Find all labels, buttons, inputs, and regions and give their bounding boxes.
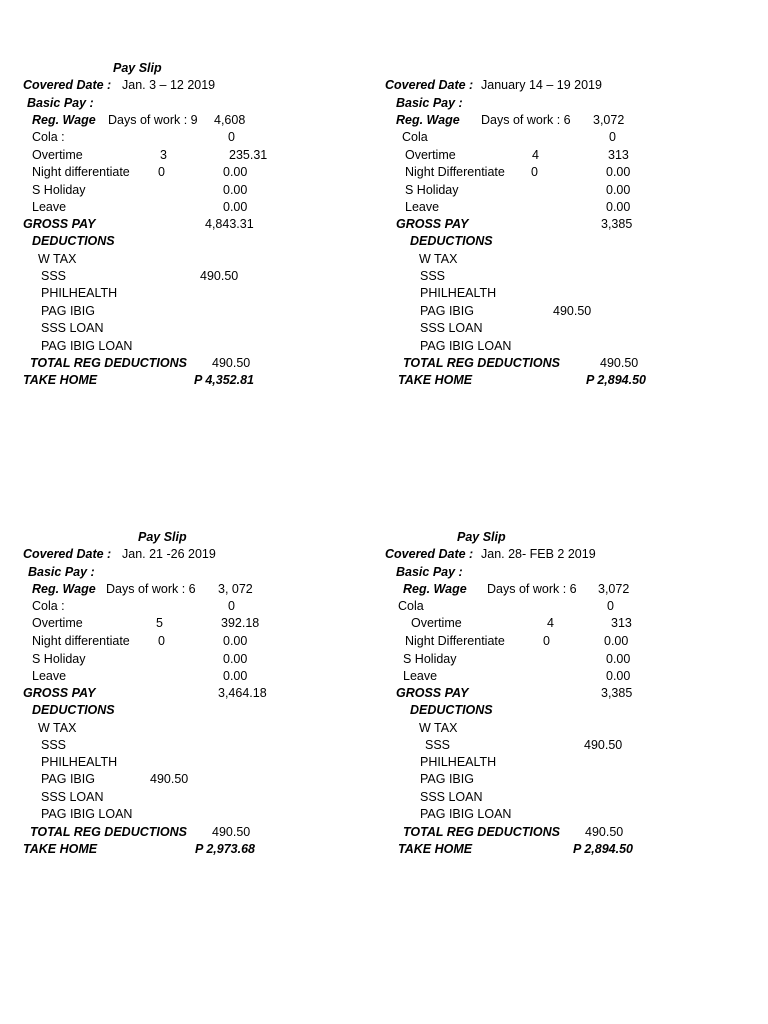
total-reg-deductions-value: 490.50 xyxy=(600,356,639,370)
covered-date-label: Covered Date : xyxy=(385,547,474,561)
reg-wage-value: 4,608 xyxy=(214,113,246,127)
overtime-label: Overtime xyxy=(405,148,456,162)
sss-label: SSS xyxy=(425,738,451,752)
covered-date-value: Jan. 28- FEB 2 2019 xyxy=(481,547,596,561)
s-holiday-label: S Holiday xyxy=(405,183,459,197)
philhealth-label: PHILHEALTH xyxy=(420,755,497,769)
night-diff-label: Night differentiate xyxy=(32,165,130,179)
sss-label: SSS xyxy=(41,269,67,283)
overtime-qty: 4 xyxy=(532,148,539,162)
night-diff-label: Night Differentiate xyxy=(405,634,505,648)
reg-wage-value: 3, 072 xyxy=(218,582,253,596)
gross-pay-value: 4,843.31 xyxy=(205,217,254,231)
reg-wage-label: Reg. Wage xyxy=(32,113,96,127)
overtime-qty: 4 xyxy=(547,616,554,630)
gross-pay-label: GROSS PAY xyxy=(23,217,96,231)
covered-date-value: Jan. 3 – 12 2019 xyxy=(122,78,216,92)
pag-ibig-loan-label: PAG IBIG LOAN xyxy=(420,339,512,353)
night-diff-value: 0.00 xyxy=(606,165,631,179)
w-tax-label: W TAX xyxy=(419,252,458,266)
slip-title: Pay Slip xyxy=(138,530,187,544)
s-holiday-value: 0.00 xyxy=(223,652,248,666)
overtime-value: 313 xyxy=(608,148,629,162)
deductions-label: DEDUCTIONS xyxy=(410,703,493,717)
total-reg-deductions-label: TOTAL REG DEDUCTIONS xyxy=(30,356,187,370)
philhealth-label: PHILHEALTH xyxy=(41,755,118,769)
pag-ibig-label: PAG IBIG xyxy=(41,772,95,786)
leave-label: Leave xyxy=(32,200,67,214)
sss-loan-label: SSS LOAN xyxy=(420,790,483,804)
leave-value: 0.00 xyxy=(223,669,248,683)
total-reg-deductions-value: 490.50 xyxy=(212,825,251,839)
w-tax-label: W TAX xyxy=(38,721,77,735)
total-reg-deductions-label: TOTAL REG DEDUCTIONS xyxy=(403,825,560,839)
night-diff-label: Night Differentiate xyxy=(405,165,505,179)
overtime-qty: 5 xyxy=(156,616,163,630)
reg-wage-label: Reg. Wage xyxy=(32,582,96,596)
gross-pay-label: GROSS PAY xyxy=(396,686,469,700)
overtime-label: Overtime xyxy=(32,148,83,162)
sss-value: 490.50 xyxy=(200,269,239,283)
basic-pay-label: Basic Pay : xyxy=(396,96,463,110)
cola-value: 0 xyxy=(228,599,235,613)
basic-pay-label: Basic Pay : xyxy=(28,565,95,579)
days-of-work: Days of work : 6 xyxy=(106,582,196,596)
night-diff-qty: 0 xyxy=(158,634,165,648)
leave-value: 0.00 xyxy=(606,669,631,683)
cola-value: 0 xyxy=(609,130,616,144)
slip-title: Pay Slip xyxy=(457,530,506,544)
basic-pay-label: Basic Pay : xyxy=(396,565,463,579)
cola-value: 0 xyxy=(607,599,614,613)
days-of-work: Days of work : 6 xyxy=(481,113,571,127)
covered-date-label: Covered Date : xyxy=(23,78,112,92)
pag-ibig-loan-label: PAG IBIG LOAN xyxy=(41,339,133,353)
night-diff-value: 0.00 xyxy=(223,165,248,179)
total-reg-deductions-value: 490.50 xyxy=(212,356,251,370)
gross-pay-value: 3,385 xyxy=(601,686,633,700)
leave-value: 0.00 xyxy=(223,200,248,214)
days-of-work: Days of work : 9 xyxy=(108,113,198,127)
cola-label: Cola xyxy=(402,130,428,144)
cola-label: Cola : xyxy=(32,130,65,144)
overtime-value: 235.31 xyxy=(229,148,268,162)
cola-label: Cola xyxy=(398,599,424,613)
night-diff-qty: 0 xyxy=(543,634,550,648)
s-holiday-label: S Holiday xyxy=(403,652,457,666)
pag-ibig-loan-label: PAG IBIG LOAN xyxy=(420,807,512,821)
gross-pay-value: 3,464.18 xyxy=(218,686,267,700)
pag-ibig-label: PAG IBIG xyxy=(420,304,474,318)
overtime-label: Overtime xyxy=(411,616,462,630)
covered-date-label: Covered Date : xyxy=(23,547,112,561)
days-of-work: Days of work : 6 xyxy=(487,582,577,596)
take-home-label: TAKE HOME xyxy=(398,842,473,856)
w-tax-label: W TAX xyxy=(419,721,458,735)
slip-title: Pay Slip xyxy=(113,61,162,75)
s-holiday-value: 0.00 xyxy=(223,183,248,197)
reg-wage-value: 3,072 xyxy=(598,582,630,596)
total-reg-deductions-label: TOTAL REG DEDUCTIONS xyxy=(30,825,187,839)
covered-date-label: Covered Date : xyxy=(385,78,474,92)
take-home-value: P 2,894.50 xyxy=(586,373,647,387)
leave-label: Leave xyxy=(32,669,67,683)
pag-ibig-value: 490.50 xyxy=(150,772,189,786)
night-diff-label: Night differentiate xyxy=(32,634,130,648)
total-reg-deductions-value: 490.50 xyxy=(585,825,624,839)
reg-wage-value: 3,072 xyxy=(593,113,625,127)
pag-ibig-label: PAG IBIG xyxy=(420,772,474,786)
gross-pay-value: 3,385 xyxy=(601,217,633,231)
leave-label: Leave xyxy=(403,669,438,683)
overtime-value: 392.18 xyxy=(221,616,260,630)
night-diff-qty: 0 xyxy=(158,165,165,179)
gross-pay-label: GROSS PAY xyxy=(396,217,469,231)
pag-ibig-loan-label: PAG IBIG LOAN xyxy=(41,807,133,821)
covered-date-value: January 14 – 19 2019 xyxy=(481,78,602,92)
deductions-label: DEDUCTIONS xyxy=(32,703,115,717)
philhealth-label: PHILHEALTH xyxy=(41,286,118,300)
night-diff-value: 0.00 xyxy=(223,634,248,648)
sss-loan-label: SSS LOAN xyxy=(41,790,104,804)
total-reg-deductions-label: TOTAL REG DEDUCTIONS xyxy=(403,356,560,370)
s-holiday-value: 0.00 xyxy=(606,652,631,666)
w-tax-label: W TAX xyxy=(38,252,77,266)
cola-label: Cola : xyxy=(32,599,65,613)
overtime-label: Overtime xyxy=(32,616,83,630)
take-home-value: P 4,352.81 xyxy=(194,373,255,387)
leave-value: 0.00 xyxy=(606,200,631,214)
sss-label: SSS xyxy=(420,269,446,283)
reg-wage-label: Reg. Wage xyxy=(396,113,460,127)
sss-value: 490.50 xyxy=(584,738,623,752)
take-home-label: TAKE HOME xyxy=(398,373,473,387)
leave-label: Leave xyxy=(405,200,440,214)
night-diff-value: 0.00 xyxy=(604,634,629,648)
philhealth-label: PHILHEALTH xyxy=(420,286,497,300)
overtime-value: 313 xyxy=(611,616,632,630)
take-home-label: TAKE HOME xyxy=(23,842,98,856)
overtime-qty: 3 xyxy=(160,148,167,162)
sss-loan-label: SSS LOAN xyxy=(41,321,104,335)
reg-wage-label: Reg. Wage xyxy=(403,582,467,596)
basic-pay-label: Basic Pay : xyxy=(27,96,94,110)
sss-loan-label: SSS LOAN xyxy=(420,321,483,335)
covered-date-value: Jan. 21 -26 2019 xyxy=(122,547,216,561)
s-holiday-label: S Holiday xyxy=(32,183,86,197)
take-home-value: P 2,973.68 xyxy=(195,842,256,856)
deductions-label: DEDUCTIONS xyxy=(32,234,115,248)
cola-value: 0 xyxy=(228,130,235,144)
pag-ibig-label: PAG IBIG xyxy=(41,304,95,318)
deductions-label: DEDUCTIONS xyxy=(410,234,493,248)
gross-pay-label: GROSS PAY xyxy=(23,686,96,700)
night-diff-qty: 0 xyxy=(531,165,538,179)
s-holiday-value: 0.00 xyxy=(606,183,631,197)
take-home-label: TAKE HOME xyxy=(23,373,98,387)
take-home-value: P 2,894.50 xyxy=(573,842,634,856)
s-holiday-label: S Holiday xyxy=(32,652,86,666)
sss-label: SSS xyxy=(41,738,67,752)
pag-ibig-value: 490.50 xyxy=(553,304,592,318)
